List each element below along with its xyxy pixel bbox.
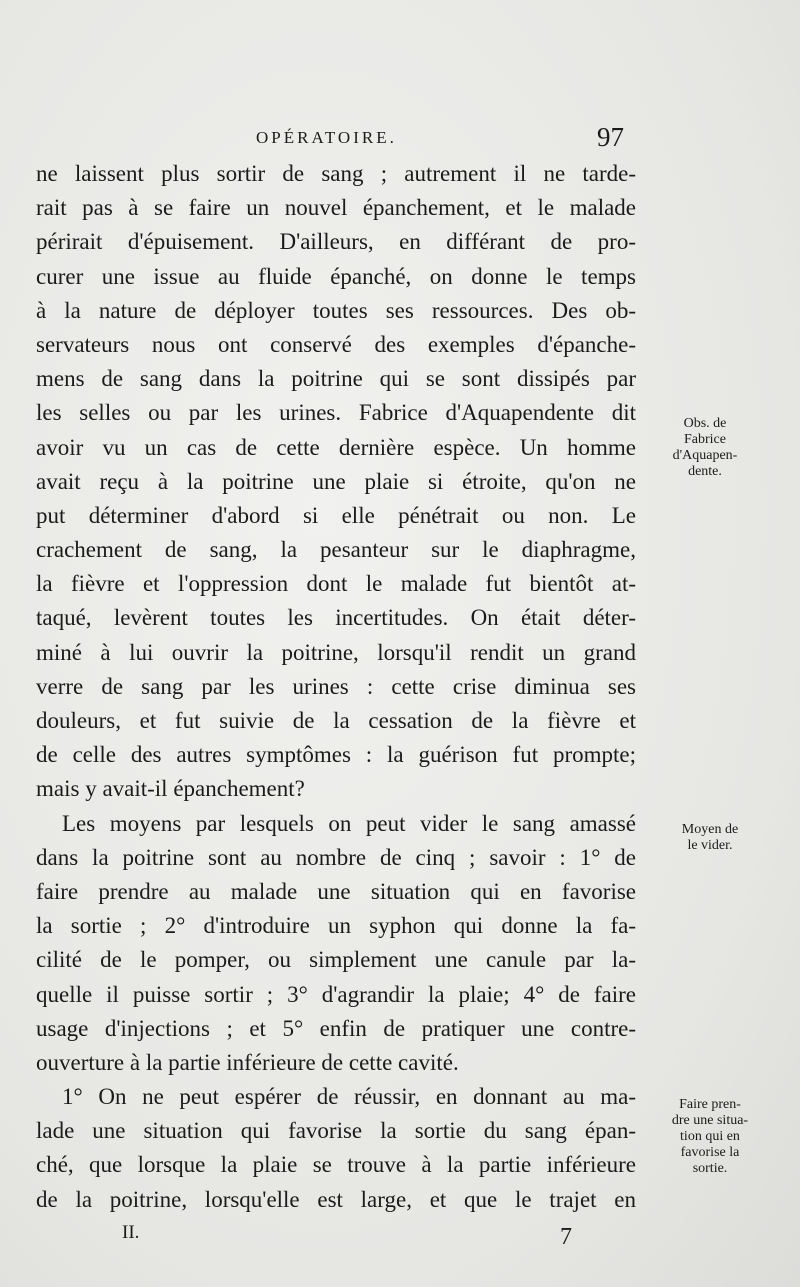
text-line: la fièvre et l'oppression dont le malade fut bientôt at- bbox=[36, 571, 636, 597]
margin-note-moyen bbox=[645, 822, 775, 854]
text-line: avoir vu un cas de cette dernière espèce. Un homme bbox=[36, 434, 636, 460]
text-line: de celle des autres symptômes : la guérison fut prompte; bbox=[36, 742, 636, 768]
margin-note-line: Obs. de bbox=[683, 416, 727, 431]
text-line: cilité de le pomper, ou simplement une canule par la- bbox=[36, 947, 636, 973]
text-line: avait reçu à la poitrine une plaie si étroite, qu'on ne bbox=[36, 468, 636, 494]
text-line: périrait d'épuisement. D'ailleurs, en différant de pro- bbox=[36, 229, 636, 255]
text-line: faire prendre au malade une situation qui en favorise bbox=[36, 878, 636, 904]
text-line: lade une situation qui favorise la sortie du sang épan- bbox=[36, 1118, 636, 1144]
text-line: ouverture à la partie inférieure de cette cavité. bbox=[36, 1049, 459, 1075]
margin-note-line: Fabrice bbox=[684, 432, 726, 447]
margin-note-situation bbox=[645, 1097, 775, 1177]
signature-number: 7 bbox=[560, 1224, 572, 1250]
margin-note-line: Faire pren- bbox=[679, 1097, 741, 1112]
text-line: 1° On ne peut espérer de réussir, en donnant au ma- bbox=[62, 1084, 636, 1110]
text-line: taqué, levèrent toutes les incertitudes. On était déter- bbox=[36, 605, 636, 631]
text-line: dans la poitrine sont au nombre de cinq ; savoir : 1° de bbox=[36, 844, 636, 870]
margin-note-line: dente. bbox=[688, 464, 722, 479]
text-line: rait pas à se faire un nouvel épanchement, et le malade bbox=[36, 195, 636, 221]
text-line: verre de sang par les urines : cette crise diminua ses bbox=[36, 673, 636, 699]
text-line: curer une issue au fluide épanché, on donne le temps bbox=[36, 263, 636, 289]
page-header bbox=[250, 118, 630, 158]
text-line: mais y avait-il épanchement? bbox=[36, 776, 305, 802]
text-line: Les moyens par lesquels on peut vider le sang amassé bbox=[62, 810, 636, 836]
margin-note-line: le vider. bbox=[687, 838, 733, 853]
signature-mark: II. bbox=[122, 1222, 140, 1243]
running-head: OPÉRATOIRE. bbox=[256, 128, 397, 147]
text-line: quelle il puisse sortir ; 3° d'agrandir la plaie; 4° de faire bbox=[36, 981, 636, 1007]
margin-note-line: tion qui en bbox=[680, 1129, 740, 1144]
text-line: ché, que lorsque la plaie se trouve à la partie inférieure bbox=[36, 1152, 636, 1178]
text-line: miné à lui ouvrir la poitrine, lorsqu'il rendit un grand bbox=[36, 639, 636, 665]
margin-note-line: dre une situa- bbox=[671, 1113, 749, 1128]
page-number: 97 bbox=[597, 122, 624, 152]
margin-note-line: sortie. bbox=[692, 1161, 728, 1176]
text-line: put déterminer d'abord si elle pénétrait ou non. Le bbox=[36, 502, 636, 528]
text-line: crachement de sang, la pesanteur sur le diaphragme, bbox=[36, 537, 636, 563]
text-line: mens de sang dans la poitrine qui se sont dissipés par bbox=[36, 366, 636, 392]
text-line: servateurs nous ont conservé des exemples d'épanche- bbox=[36, 331, 636, 357]
margin-note-line: Moyen de bbox=[681, 822, 739, 837]
text-line: la sortie ; 2° d'introduire un syphon qui donne la fa- bbox=[36, 913, 636, 939]
body-text bbox=[36, 157, 636, 1217]
margin-note-line: favorise la bbox=[680, 1145, 740, 1160]
text-line: usage d'injections ; et 5° enfin de pratiquer une contre- bbox=[36, 1015, 636, 1041]
text-line: ne laissent plus sortir de sang ; autrement il ne tarde- bbox=[36, 161, 636, 186]
margin-note-line: d'Aquapen- bbox=[672, 448, 738, 463]
text-line: douleurs, et fut suivie de la cessation de la fièvre et bbox=[36, 708, 636, 733]
text-line: de la poitrine, lorsqu'elle est large, et que le trajet en bbox=[36, 1186, 636, 1212]
margin-note-fabrice bbox=[640, 416, 770, 480]
text-line: à la nature de déployer toutes ses ressources. Des ob- bbox=[36, 297, 636, 323]
text-line: les selles ou par les urines. Fabrice d'Aquapendente dit bbox=[36, 400, 636, 426]
